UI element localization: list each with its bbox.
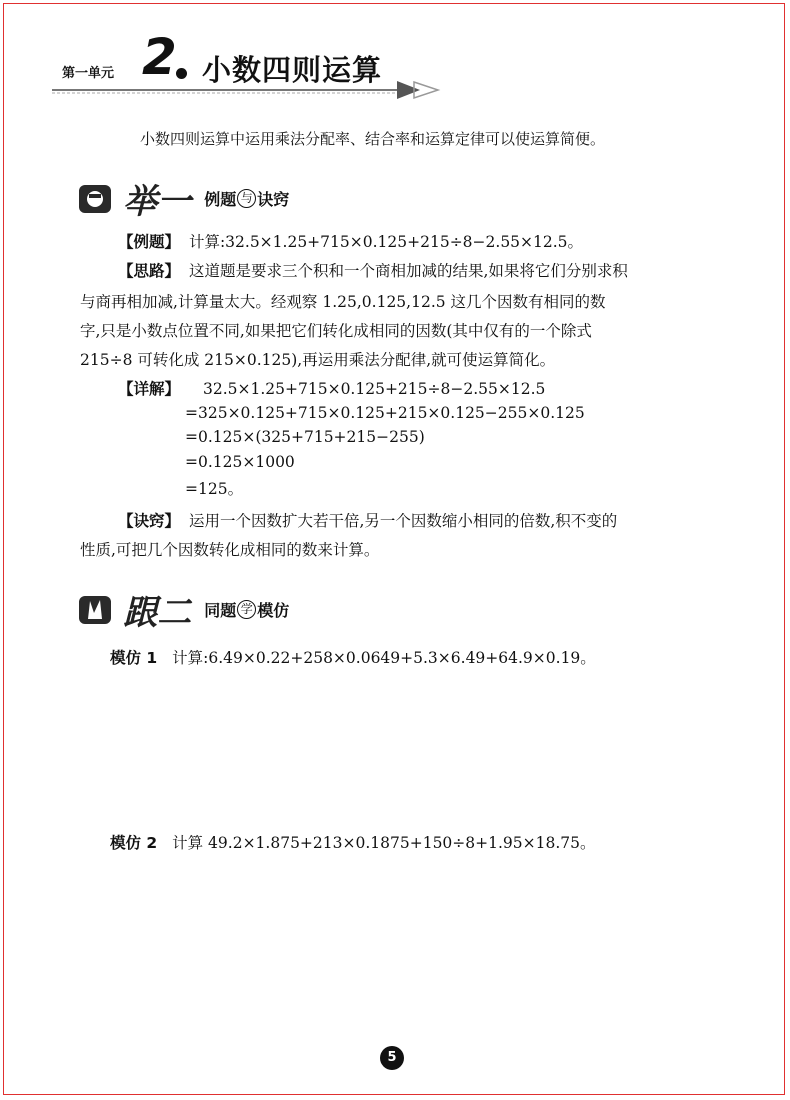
idea-label: 【思路】: [118, 261, 181, 280]
solution-line-1: 32.5×1.25+715×0.125+215÷8−2.55×12.5: [203, 380, 546, 398]
section2-heading-circle: 学: [237, 600, 256, 619]
trick-text-1: 运用一个因数扩大若干倍,另一个因数缩小相同的倍数,积不变的: [188, 512, 618, 530]
solution-line-3: =0.125×(325+715+215−255): [185, 428, 425, 446]
example-label: 【例题】: [118, 232, 181, 251]
solution-line-5: =125。: [185, 480, 244, 498]
idea-text-3: 字,只是小数点位置不同,如果把它们转化成相同的因数(其中仅有的一个除式: [80, 322, 592, 340]
unit-label: 第一单元: [62, 66, 115, 81]
page-number: 5: [380, 1046, 404, 1070]
example-text: 计算:32.5×1.25+715×0.125+215÷8−2.55×12.5。: [188, 233, 584, 251]
solution-line-2: =325×0.125+715×0.125+215×0.125−255×0.125: [185, 404, 585, 422]
section2-badge: 跟二: [123, 593, 192, 633]
lesson-number: 2: [142, 28, 175, 86]
lesson-title: 小数四则运算: [202, 53, 383, 87]
idea-line-1: [118, 258, 628, 284]
exercise2-text: 计算 49.2×1.875+213×0.1875+150÷8+1.95×18.75。: [172, 834, 596, 852]
section2-heading-b: 模仿: [257, 601, 290, 620]
header-arrow-decoration: [52, 78, 442, 102]
section1-heading-b: 诀窍: [257, 190, 290, 209]
trick-label: 【诀窍】: [118, 511, 181, 530]
exercise1-text: 计算:6.49×0.22+258×0.0649+5.3×6.49+64.9×0.19。: [172, 649, 596, 667]
trick-line-1: [118, 508, 617, 534]
example-line: [118, 229, 583, 255]
section1-heading-circle: 与: [237, 189, 256, 208]
exercise2-label: 模仿 2: [110, 834, 158, 852]
exercise-1: [110, 645, 596, 671]
idea-text-1: 这道题是要求三个积和一个商相加减的结果,如果将它们分别求积: [188, 262, 628, 280]
section1-heading-a: 例题: [204, 190, 237, 209]
idea-text-4: 215÷8 可转化成 215×0.125),再运用乘法分配律,就可使运算简化。: [80, 351, 556, 369]
trick-text-2: 性质,可把几个因数转化成相同的数来计算。: [80, 541, 380, 559]
solution-line-4: =0.125×1000: [185, 453, 295, 471]
section1-header: [78, 174, 289, 223]
solution-label: 【详解】: [118, 379, 181, 398]
victory-hand-icon: [78, 595, 112, 625]
section1-badge: 举一: [123, 182, 192, 222]
section2-header: [78, 585, 289, 634]
exercise1-label: 模仿 1: [110, 649, 158, 667]
fist-icon: [78, 184, 112, 214]
exercise-2: [110, 830, 596, 856]
idea-text-2: 与商再相加减,计算量太大。经观察 1.25,0.125,12.5 这几个因数有相同的数: [80, 293, 606, 311]
section2-heading-a: 同题: [204, 601, 237, 620]
intro-text: 小数四则运算中运用乘法分配率、结合率和运算定律可以使运算简便。: [140, 130, 606, 148]
